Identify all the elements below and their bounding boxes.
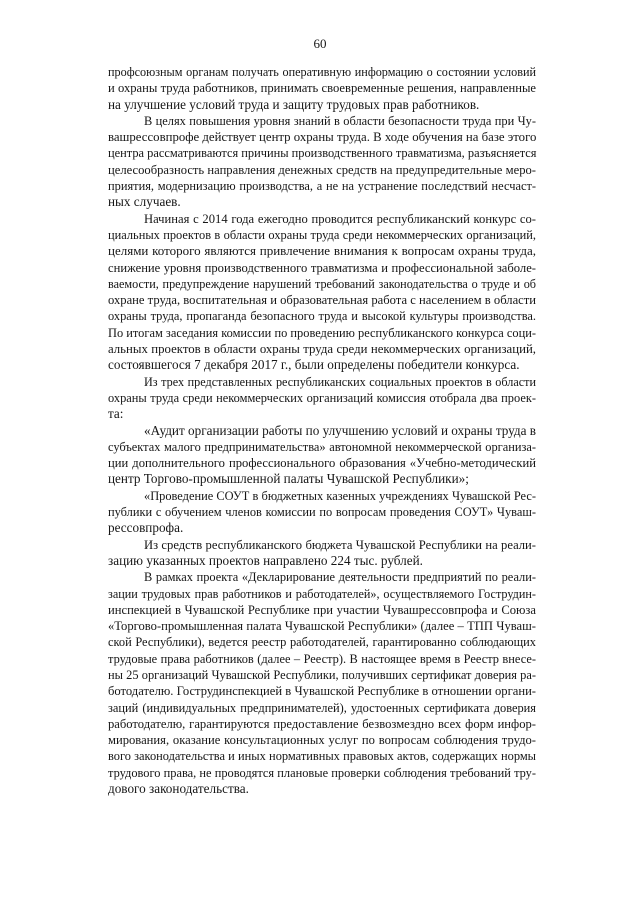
text-line: на улучшение условий труда и защиту трудовых прав работников. — [108, 96, 480, 112]
text-line: Начиная с 2014 года ежегодно проводится республиканский конкурс со- — [144, 211, 536, 226]
paragraph-training-center — [108, 113, 536, 211]
text-line: мирования, оказание консультационных услуг по вопросам соблюдения трудо- — [108, 733, 536, 748]
paragraph-declaration-project — [108, 569, 536, 797]
text-line: ных случаев. — [108, 194, 181, 210]
text-line: Из трех представленных республиканских социальных проектов в области — [144, 374, 536, 389]
paragraph-contest — [108, 211, 536, 374]
text-line: субъектах малого предпринимательства» автономной некоммерческой организа- — [108, 439, 536, 454]
text-line: приятия, модернизацию производства, а не на устранение последствий несчаст- — [108, 179, 536, 194]
text-line: охраны труда, пропаганда безопасного труда и высокой культуры производства. — [108, 309, 536, 324]
text-line: состоявшегося 7 декабря 2017 г., были определены победители конкурса. — [108, 357, 520, 373]
text-line: дового законодательства. — [108, 781, 249, 797]
paragraph-selected-projects — [108, 374, 536, 423]
text-line: ской Республики), ведется реестр работодателей, гарантированно соблюдающих — [108, 635, 536, 650]
text-line: и охраны труда работников, принимать своевременные решения, направленные — [108, 81, 536, 96]
text-line: снижение уровня производственного травматизма и профессиональной заболе- — [108, 260, 536, 275]
text-line: целесообразность направления денежных средств на предупредительные меро- — [108, 162, 536, 177]
text-line: центра рассматриваются причины производственного травматизма, разъясняется — [108, 146, 537, 161]
text-line: циальных проектов в области охраны труда среди некоммерческих организаций, — [108, 227, 536, 242]
text-line: целями которого являются привлечение внимания к вопросам охраны труда, — [108, 243, 536, 259]
text-line: зацию указанных проектов направлено 224 тыс. рублей. — [108, 552, 423, 568]
paragraph-continuation — [108, 64, 536, 113]
paragraph-project-audit — [108, 423, 536, 488]
paragraph-project-sout — [108, 488, 536, 537]
paragraph-funding — [108, 537, 536, 570]
text-line: вашрессовпрофе действует центр охраны труда. В ходе обучения на базе этого — [108, 130, 537, 145]
text-line: та: — [108, 406, 124, 422]
text-line: центр Торгово-промышленной палаты Чувашской Республики»; — [108, 471, 469, 487]
text-line: Из средств республиканского бюджета Чувашской Республики на реали- — [144, 537, 536, 552]
text-line: охране труда, воспитательная и образовательная работа с населением в области — [108, 293, 536, 308]
text-line: ны 25 организаций Чувашской Республики, получивших сертификат доверия ра- — [108, 667, 536, 682]
text-line: публики с обучением членов комиссии по вопросам проведения СОУТ» Чуваш- — [108, 505, 536, 520]
text-line: ваемости, предупреждение нарушений требований законодательства о труде и об — [108, 276, 536, 291]
text-line: инспекцией в Чувашской Республике при участии Чувашрессовпрофа и Союза — [108, 602, 536, 617]
text-line: трудовые права работников (далее – Реестр). В настоящее время в Реестр внесе- — [108, 651, 536, 666]
text-line: «Проведение СОУТ в бюджетных казенных учреждениях Чувашской Рес- — [144, 488, 536, 503]
text-line: ботодателю. Гострудинспекцией в Чувашской Республике в отношении органи- — [108, 684, 536, 699]
text-line: заций (индивидуальных предпринимателей), удостоенных сертификата доверия — [108, 700, 536, 715]
text-line: трудового права, не проводятся плановые проверки соблюдения требований тру- — [108, 765, 536, 780]
text-line: альных проектов в области охраны труда среди некоммерческих организаций, — [108, 342, 536, 357]
text-line: вого законодательства и иных нормативных правовых актов, содержащих нормы — [108, 749, 536, 764]
document-body — [108, 64, 536, 797]
text-line: охраны труда среди некоммерческих организаций комиссия отобрала два проек- — [108, 390, 536, 405]
text-line: В рамках проекта «Декларирование деятельности предприятий по реали- — [144, 570, 536, 585]
text-line: В целях повышения уровня знаний в области безопасности труда при Чу- — [144, 113, 536, 128]
text-line: профсоюзным органам получать оперативную информацию о состоянии условий — [108, 65, 536, 79]
page-number: 60 — [313, 36, 327, 51]
text-line: рессовпрофа. — [108, 520, 184, 536]
text-line: работодателю, гарантируются предоставление безвозмездно всех форм инфор- — [108, 716, 536, 731]
text-line: «Аудит организации работы по улучшению условий и охраны труда в — [144, 422, 537, 438]
text-line: ции дополнительного профессионального образования «Учебно-методический — [108, 456, 536, 471]
text-line: По итогам заседания комиссии по проведению республиканского конкурса соци- — [108, 325, 536, 340]
text-line: зации трудовых прав работников и работодателей», осуществляемого Гострудин- — [108, 586, 536, 601]
text-line: «Торгово-промышленная палата Чувашской Республики» (далее – ТПП Чуваш- — [108, 619, 536, 634]
